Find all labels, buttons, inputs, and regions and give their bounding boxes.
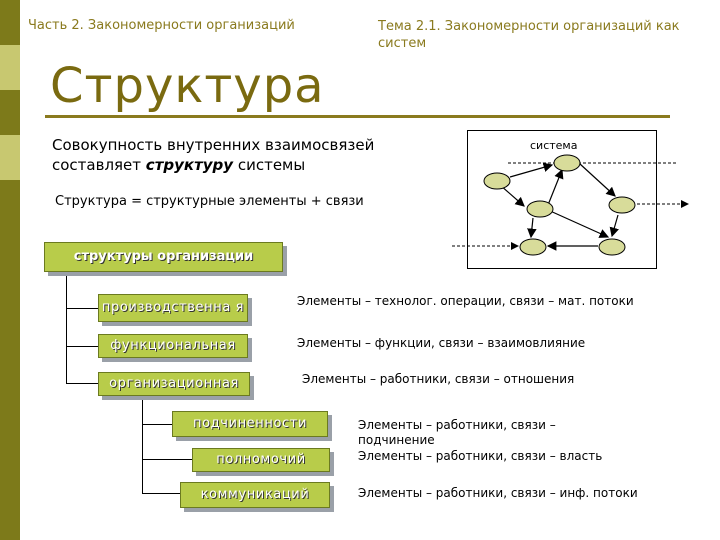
org-structures-box bbox=[44, 242, 283, 272]
subordination-structure-label: подчиненности bbox=[193, 416, 307, 431]
organizational-structure-box bbox=[98, 372, 250, 396]
header-part: Часть 2. Закономерности организаций bbox=[28, 18, 295, 33]
intro-emphasis: структуру bbox=[145, 156, 234, 174]
decor-stripe-1 bbox=[0, 0, 20, 45]
organizational-structure-desc: Элементы – работники, связи – отношения bbox=[302, 372, 575, 386]
production-structure-label: производственна я bbox=[101, 300, 245, 315]
communication-structure-desc: Элементы – работники, связи – инф. потоки bbox=[358, 486, 638, 500]
decor-stripe-5 bbox=[0, 180, 20, 540]
functional-structure-box bbox=[98, 334, 248, 358]
page-title: Структура bbox=[50, 58, 325, 114]
tree-branch-production bbox=[66, 308, 98, 309]
tree-branch-authority bbox=[142, 459, 192, 460]
functional-structure-label: функциональная bbox=[110, 338, 236, 353]
authority-structure-label: полномочий bbox=[216, 452, 306, 467]
tree-branch-functional bbox=[66, 346, 98, 347]
tree-trunk-2 bbox=[142, 397, 143, 493]
authority-structure-desc: Элементы – работники, связи – власть bbox=[358, 449, 603, 463]
title-underline bbox=[45, 115, 670, 118]
system-diagram bbox=[467, 130, 657, 269]
tree-branch-subordination bbox=[142, 424, 172, 425]
communication-structure-box bbox=[180, 482, 330, 508]
org-structures-label: структуры организации bbox=[73, 249, 254, 264]
tree-branch-communication bbox=[142, 493, 180, 494]
intro-text bbox=[52, 135, 432, 175]
tree-trunk-1 bbox=[66, 274, 67, 384]
subordination-structure-desc: Элементы – работники, связи – подчинение bbox=[358, 418, 556, 447]
communication-structure-label: коммуникаций bbox=[200, 487, 310, 502]
organizational-structure-label: организационная bbox=[109, 376, 239, 391]
authority-structure-box bbox=[192, 448, 330, 472]
header-topic: Тема 2.1. Закономерности организаций как систем bbox=[378, 19, 680, 51]
system-label: система bbox=[530, 139, 578, 152]
decor-stripe-2 bbox=[0, 45, 20, 90]
functional-structure-desc: Элементы – функции, связи – взаимовлияние bbox=[297, 336, 586, 350]
tree-branch-organizational bbox=[66, 383, 98, 384]
production-structure-box bbox=[98, 294, 248, 322]
decor-stripe-3 bbox=[0, 90, 20, 135]
decor-stripe-4 bbox=[0, 135, 20, 180]
intro-before: Совокупность внутренних взаимосвязей составляет bbox=[52, 136, 375, 174]
production-structure-desc: Элементы – технолог. операции, связи – мат. потоки bbox=[297, 294, 634, 308]
intro-after: системы bbox=[233, 156, 306, 174]
subordination-structure-box bbox=[172, 411, 328, 437]
structure-formula: Структура = структурные элементы + связи bbox=[55, 194, 364, 209]
